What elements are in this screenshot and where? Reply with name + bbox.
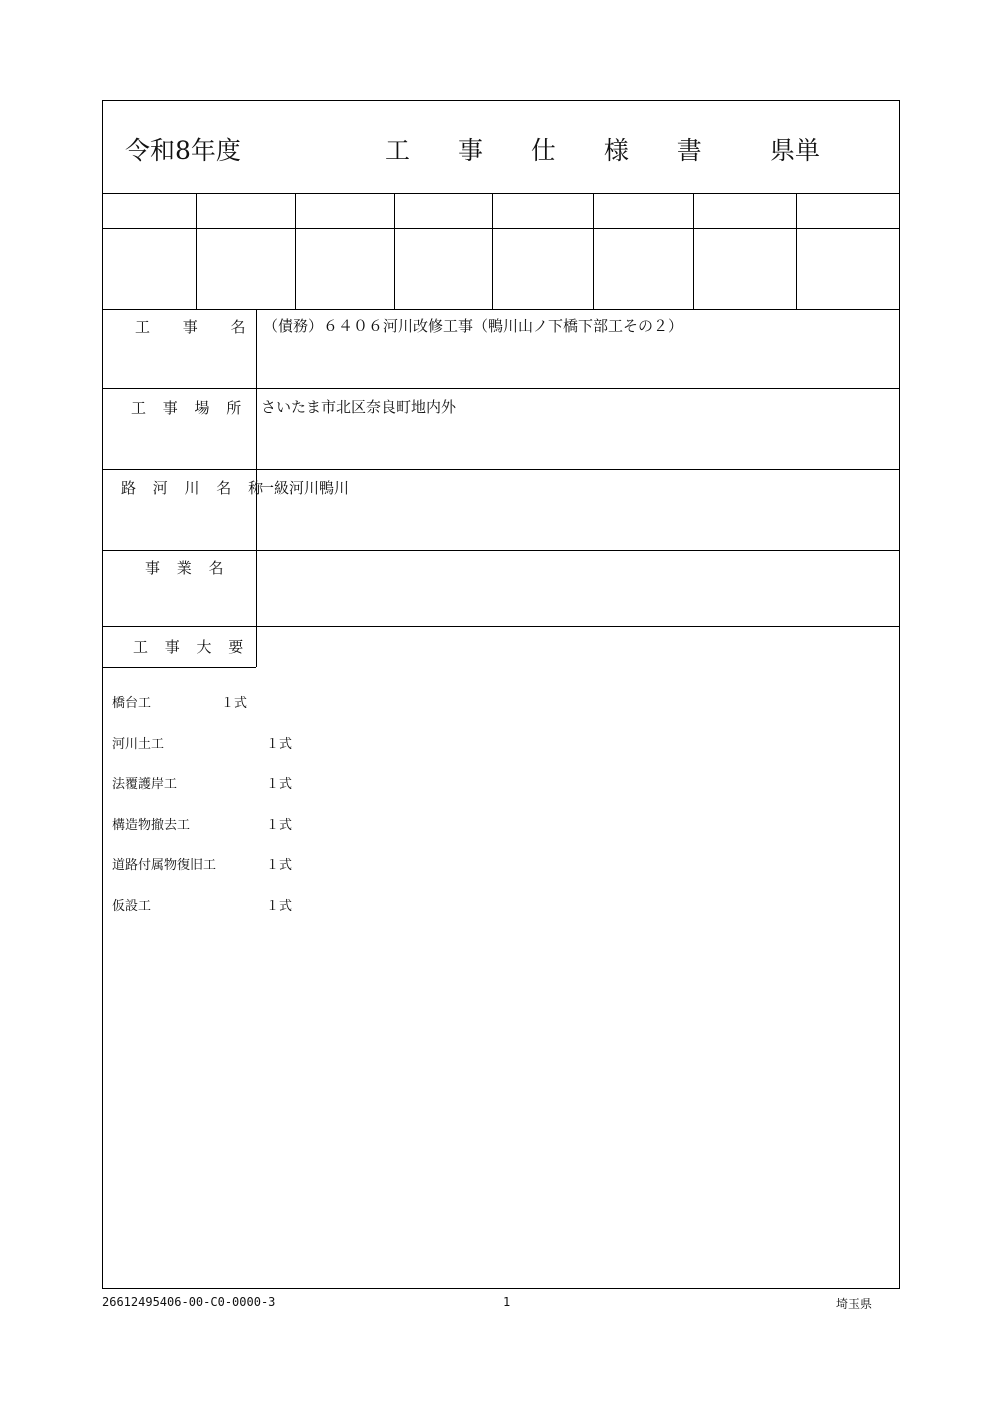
work-item-name: 道路付属物復旧工 (112, 858, 217, 873)
work-item-name: 河川土工 (112, 737, 165, 752)
divider (103, 309, 899, 310)
document-code: 26612495406-00-C0-0000-3 (102, 1295, 276, 1309)
work-item-qty: １式 (266, 737, 293, 752)
stamp-grid-line (593, 193, 594, 309)
document-title: 工 事 仕 様 書 (385, 136, 722, 165)
stamp-grid-line (796, 193, 797, 309)
fiscal-year: 令和8年度 (125, 136, 241, 165)
project-name-label: 事 業 名 (145, 559, 230, 577)
divider (103, 667, 256, 668)
page-number: 1 (503, 1295, 511, 1309)
divider (103, 228, 899, 229)
work-item-qty: １式 (266, 818, 293, 833)
divider (103, 388, 899, 389)
construction-site-value: さいたま市北区奈良町地内外 (261, 398, 457, 416)
work-item-qty: １式 (266, 858, 293, 873)
stamp-grid-line (295, 193, 296, 309)
divider (103, 626, 899, 627)
work-summary-label: 工 事 大 要 (133, 638, 250, 656)
stamp-grid-line (196, 193, 197, 309)
work-item-name: 仮設工 (112, 899, 152, 914)
river-name-value: 一級河川鴨川 (259, 479, 350, 497)
work-item-name: 橋台工 (112, 696, 152, 711)
work-item-qty: １式 (221, 696, 248, 711)
specification-form (102, 100, 900, 1289)
stamp-grid-line (492, 193, 493, 309)
divider (103, 193, 899, 194)
work-item-qty: １式 (266, 777, 293, 792)
construction-site-label: 工 事 場 所 (131, 399, 248, 417)
construction-name-value: （債務）６４０６河川改修工事（鴨川山ノ下橋下部工その２） (263, 317, 684, 335)
stamp-grid-line (693, 193, 694, 309)
work-item-name: 構造物撤去工 (112, 818, 191, 833)
title-row (103, 101, 899, 193)
river-name-label: 路 河 川 名 称 (121, 479, 270, 497)
divider (103, 469, 899, 470)
construction-name-label: 工 事 名 (135, 318, 260, 336)
prefecture-name: 埼玉県 (836, 1297, 873, 1311)
divider (103, 550, 899, 551)
work-item-name: 法覆護岸工 (112, 777, 178, 792)
budget-type: 県単 (770, 136, 821, 165)
stamp-grid-line (394, 193, 395, 309)
work-item-qty: １式 (266, 899, 293, 914)
